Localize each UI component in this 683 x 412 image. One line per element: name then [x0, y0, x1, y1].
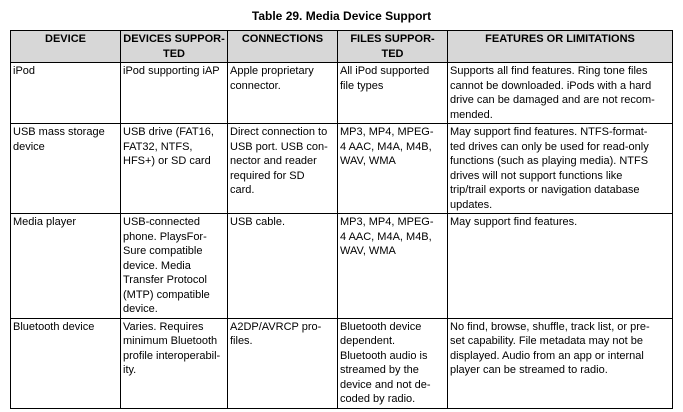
cell-line: device and not de-	[340, 378, 431, 391]
cell-device	[11, 63, 121, 124]
cell-line: Direct connection to	[230, 126, 328, 138]
media-device-support-table	[10, 30, 673, 409]
cell-line: iPod supporting iAP	[123, 65, 220, 77]
cell-line: minimum Bluetooth	[123, 335, 218, 347]
column-header-features-or-limitations	[448, 31, 673, 63]
column-header-connections	[228, 31, 338, 63]
cell-line: 4 AAC, M4A, M4B,	[340, 140, 432, 153]
cell-line: iPod	[13, 65, 36, 77]
cell-line: set capability. File metadata may not be	[450, 335, 644, 347]
cell-features-or-limitations	[448, 318, 673, 408]
cell-line: USB port. USB con-	[230, 140, 328, 153]
cell-line: USB-connected	[123, 216, 201, 228]
cell-files-supported	[338, 124, 448, 214]
cell-line: Bluetooth device	[13, 320, 95, 333]
cell-line: May support find features. NTFS-format-	[450, 126, 648, 138]
cell-line: phone. PlaysFor-	[123, 230, 207, 243]
cell-line: updates.	[450, 198, 493, 211]
cell-line: Varies. Requires	[123, 320, 204, 333]
cell-features-or-limitations	[448, 63, 673, 124]
cell-files-supported	[338, 214, 448, 319]
cell-line: profile interoperabil-	[123, 349, 221, 362]
cell-line: MP3, MP4, MPEG-	[340, 126, 434, 138]
cell-line: device.	[123, 303, 158, 315]
cell-devices-supported	[121, 318, 228, 408]
cell-line: cannot be downloaded. iPods with a hard	[450, 79, 652, 92]
cell-devices-supported	[121, 124, 228, 214]
cell-line: WAV, WMA	[340, 155, 396, 167]
cell-files-supported	[338, 63, 448, 124]
cell-line: nector and reader	[230, 155, 317, 167]
cell-line: HFS+) or SD card	[123, 155, 211, 167]
cell-line: drive can be damaged and are not recom-	[450, 94, 655, 106]
table-header-row	[11, 31, 673, 63]
cell-line: functions (such as playing media). NTFS	[450, 155, 649, 167]
cell-line: Transfer Protocol	[123, 274, 207, 286]
cell-line: Supports all find features. Ring tone files	[450, 65, 648, 77]
cell-line: DEVICES SUPPOR-	[123, 33, 225, 45]
cell-line: required for SD	[230, 169, 305, 182]
table-row	[11, 63, 673, 124]
cell-device	[11, 124, 121, 214]
cell-line: FEATURES OR LIMITATIONS	[485, 33, 635, 45]
table-caption: Table 29. Media Device Support	[251, 9, 432, 23]
cell-line: All iPod supported	[340, 65, 430, 77]
cell-line: May support find features.	[450, 216, 578, 228]
cell-line: displayed. Audio from an app or internal	[450, 349, 644, 362]
cell-line: (MTP) compatible	[123, 288, 210, 301]
column-header-device	[11, 31, 121, 63]
cell-line: USB mass storage	[13, 126, 105, 138]
cell-line: Sure compatible	[123, 245, 203, 257]
cell-line: FAT32, NTFS,	[123, 140, 193, 153]
cell-connections	[228, 318, 338, 408]
cell-devices-supported	[121, 214, 228, 319]
cell-line: dependent.	[340, 335, 396, 347]
table-body	[11, 63, 673, 409]
cell-line: WAV, WMA	[340, 245, 396, 257]
cell-line: device. Media	[123, 259, 191, 272]
cell-devices-supported	[121, 63, 228, 124]
cell-line: TED	[163, 47, 185, 60]
cell-line: trip/trail exports or navigation database	[450, 184, 640, 196]
cell-line: Bluetooth device	[340, 320, 422, 333]
cell-line: DEVICE	[45, 33, 86, 45]
cell-line: USB drive (FAT16,	[123, 126, 214, 138]
cell-features-or-limitations	[448, 124, 673, 214]
table-row	[11, 124, 673, 214]
cell-line: card.	[230, 184, 255, 196]
cell-line: USB cable.	[230, 216, 286, 228]
cell-files-supported	[338, 318, 448, 408]
cell-line: streamed by the	[340, 364, 419, 376]
cell-line: CONNECTIONS	[241, 33, 324, 45]
cell-line: ity.	[123, 364, 137, 376]
cell-line: FILES SUPPOR-	[350, 33, 435, 45]
cell-device	[11, 318, 121, 408]
cell-line: coded by radio.	[340, 393, 416, 405]
cell-line: mended.	[450, 108, 493, 121]
cell-line: Bluetooth audio is	[340, 349, 428, 362]
cell-line: A2DP/AVRCP pro-	[230, 320, 322, 333]
cell-line: drives will not support functions like	[450, 169, 623, 182]
cell-line: TED	[381, 47, 404, 60]
cell-device	[11, 214, 121, 319]
cell-line: No find, browse, shuffle, track list, or pre-	[450, 320, 650, 333]
cell-line: file types	[340, 79, 384, 92]
cell-line: Apple proprietary	[230, 65, 314, 77]
cell-line: files.	[230, 335, 253, 347]
cell-line: 4 AAC, M4A, M4B,	[340, 230, 432, 243]
cell-features-or-limitations	[448, 214, 673, 319]
cell-line: Media player	[13, 216, 76, 228]
cell-line: connector.	[230, 79, 281, 92]
table-row	[11, 318, 673, 408]
cell-connections	[228, 63, 338, 124]
cell-line: ted drives can only be used for read-only	[450, 140, 649, 153]
column-header-files-supported	[338, 31, 448, 63]
cell-line: player can be streamed to radio.	[450, 364, 608, 376]
column-header-devices-supported	[121, 31, 228, 63]
cell-connections	[228, 214, 338, 319]
cell-line: MP3, MP4, MPEG-	[340, 216, 434, 228]
cell-connections	[228, 124, 338, 214]
table-row	[11, 214, 673, 319]
cell-line: device	[13, 140, 45, 153]
